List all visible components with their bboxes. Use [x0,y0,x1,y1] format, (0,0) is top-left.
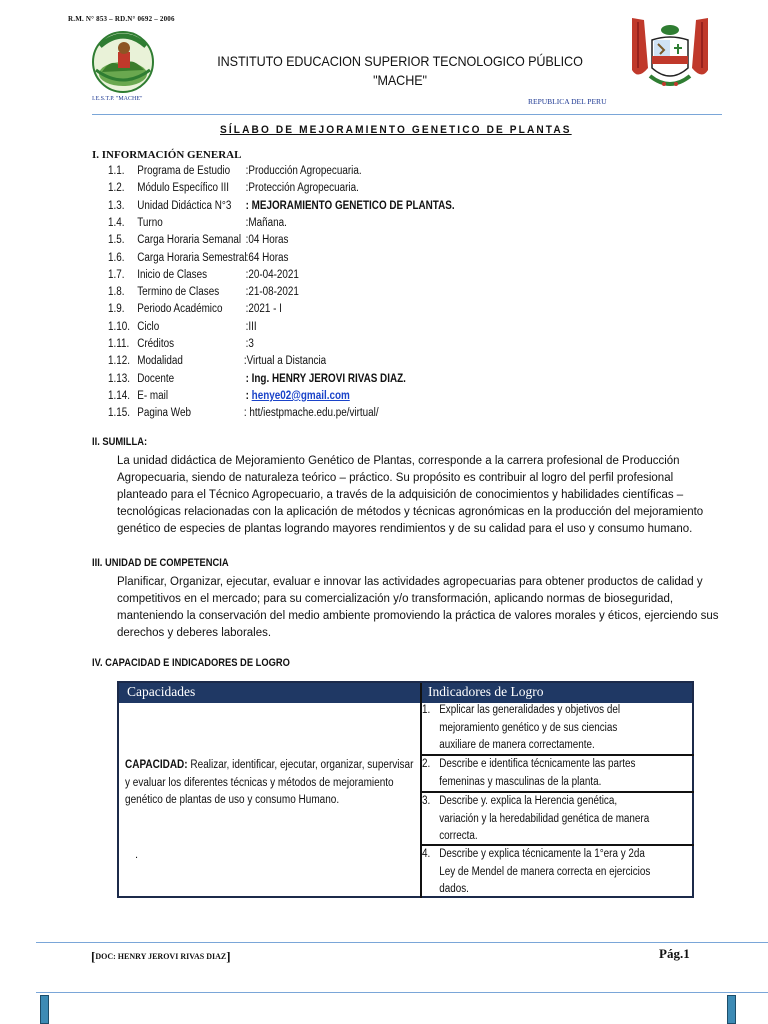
info-row-number: 1.11. [108,338,130,350]
sumilla-line: La unidad didáctica de Mejoramiento Genético de Plantas, corresponde a la carrera profesional de Producción [117,455,680,467]
info-row-value: : Ing. HENRY JEROVI RIVAS DIAZ. [245,372,406,385]
footer-author: [DOC: HENRY JEROVI RIVAS DIAZ] [91,949,231,964]
info-row-label: Pagina Web [137,407,191,420]
competencia-line: derechos y deberes laborales. [117,627,272,639]
info-row-number: 1.13. [108,372,130,385]
email-link[interactable]: henye02@gmail.com [251,389,350,402]
capacity-cell [125,757,415,810]
capacity-text: Realizar, identificar, ejecutar, organizar, supervisar y evaluar los diferentes técnicas y métodos de mejoramiento genético de plantas de uso y consumo Humano. [125,759,414,806]
info-row-label: Módulo Específico III [137,182,230,195]
section-3-heading: III. UNIDAD DE COMPETENCIA [92,557,229,569]
logo-caption: I.E.S.T.P. "MACHE" [92,96,143,102]
info-row-value: :Virtual a Distancia [243,355,327,368]
indicator-text: correcta. [439,830,478,842]
footer-author-text: DOC: HENRY JEROVI RIVAS DIAZ [95,952,227,961]
competencia-line: manteniendo la conservación del medio ambiente promoviendo la práctica de valores morales y éticos, ejerciendo sus [117,610,719,622]
info-row-label: Unidad Didáctica N°3 [137,199,232,212]
document-title: SÍLABO DE MEJORAMIENTO GENETICO DE PLANTAS [220,124,572,136]
info-row-label: Carga Horaria Semestral [137,251,247,264]
sumilla-line: tecnológicas relacionadas con la aplicación de métodos y técnicas agronómicas en la producción del mejoramiento [117,506,704,518]
info-row-number: 1.14. [108,389,130,402]
info-row-number: 1.1. [108,165,125,177]
resolution-number: R.M. N° 853 – RD.N° 0692 – 2006 [68,15,175,23]
info-row-label: Ciclo [137,320,160,333]
institute-logo [88,26,158,94]
info-row-number: 1.7. [108,268,125,281]
indicator-text: femeninas y masculinas de la planta. [439,775,602,788]
info-row-label: Turno [137,216,163,229]
competencia-line: Planificar, Organizar, ejecutar, evaluar e innovar las actividades agropecuarias para obtener productos de calidad y [117,576,703,588]
column-header-indicadores: Indicadores de Logro [428,684,544,699]
info-row-value: :20-04-2021 [245,268,299,281]
info-row-number: 1.15. [108,407,130,420]
sumilla-line: genético de especies de plantas logrando mayores rendimientos y de su calidad para el uso y consumo humano. [117,523,693,535]
info-row-number: 1.3. [108,199,125,212]
info-row-value: :III [245,320,257,333]
info-row-value: :04 Horas [245,234,289,247]
page-number: Pág.1 [659,946,690,961]
info-row-value: :3 [245,338,254,350]
info-row-label: Programa de Estudio [137,165,231,177]
sumilla-paragraph [117,453,704,538]
section-2-heading: II. SUMILLA: [92,436,148,448]
info-row-number: 1.12. [108,355,130,368]
info-row-value [246,388,350,405]
info-row-value: : MEJORAMIENTO GENETICO DE PLANTAS. [245,199,455,212]
institution-title [202,52,598,90]
section-4-heading: IV. CAPACIDAD E INDICADORES DE LOGRO [92,657,290,669]
info-row-number: 1.8. [108,286,125,299]
institution-name: INSTITUTO EDUCACION SUPERIOR TECNOLOGICO PÚBLICO [217,53,583,69]
info-row-number: 1.2. [108,182,125,195]
info-row-label: Créditos [137,338,175,350]
peru-coat-of-arms [628,10,712,96]
info-row-label: Termino de Clases [137,286,220,299]
info-row-value: :21-08-2021 [245,286,299,299]
right-page-edge-bar [727,995,736,1024]
info-row-value: :Mañana. [245,216,287,229]
competencia-line: competitivos en el mercado; para su comercialización y/o transformación, aplicando normas de bioseguridad, [117,593,674,605]
info-row-label: Carga Horaria Semanal [137,234,242,247]
indicator-text: dados. [439,883,469,895]
indicator-text: Describe y. explica la Herencia genética, [439,795,618,807]
indicator-item [422,756,692,791]
indicator-number: 1. [422,704,431,716]
capacities-table [117,681,694,898]
info-row-label: Inicio de Clases [137,268,208,281]
indicator-text: auxiliare de manera correctamente. [439,739,595,751]
indicator-text: Describe e identifica técnicamente las partes [439,758,636,770]
info-row-label: Periodo Académico [137,303,223,316]
bottom-divider [36,992,768,993]
indicator-number: 2. [422,758,431,770]
section-1-heading: I. INFORMACIÓN GENERAL [92,149,242,161]
info-row-value: :64 Horas [245,251,289,264]
left-page-edge-bar [40,995,49,1024]
info-row-value: :2021 - I [245,303,282,316]
info-row-number: 1.10. [108,320,130,333]
indicator-number: 3. [422,795,431,807]
column-header-capacidades: Capacidades [127,684,196,699]
info-row-value: :Protección Agropecuaria. [245,182,359,195]
capacity-label: CAPACIDAD: [125,759,188,771]
indicator-text: mejoramiento genético y de sus ciencias [439,721,618,734]
info-row-number: 1.6. [108,251,125,264]
table-header [119,683,692,703]
republica-label: REPUBLICA DEL PERU [528,97,607,106]
indicator-item [422,793,692,846]
info-row-number: 1.9. [108,303,125,316]
info-row-label: Modalidad [137,355,183,368]
indicator-text: Ley de Mendel de manera correcta en ejercicios [439,865,651,878]
info-row-value: :Producción Agropecuaria. [245,165,362,177]
info-row-number: 1.5. [108,234,125,247]
competencia-paragraph [117,574,719,642]
info-row-label: Docente [137,372,175,385]
sumilla-line: planteado para el Técnico Agropecuario, a través de la adquisición de conocimientos y habilidades científicas – [117,489,684,501]
cell-dot: . [135,849,139,861]
indicator-text: variación y la heredabilidad genética de manera [439,812,650,825]
indicator-text: Explicar las generalidades y objetivos del [439,704,621,716]
institution-subname: "MACHE" [373,72,427,88]
indicator-item [422,846,692,899]
info-row-value: : htt/iestpmache.edu.pe/virtual/ [243,407,379,420]
indicator-text: Describe y explica técnicamente la 1°era y 2da [439,848,645,860]
footer-divider [36,942,768,943]
indicator-item [422,702,692,755]
info-row-number: 1.4. [108,216,125,229]
header-divider [92,114,722,115]
indicator-number: 4. [422,848,431,860]
sumilla-line: Agropecuaria, siendo de naturaleza teórico – práctico. Su propósito es contribuir al logro del perfil profesional [117,472,674,484]
info-row-label: E- mail [137,389,169,402]
email-prefix: : [245,389,252,402]
